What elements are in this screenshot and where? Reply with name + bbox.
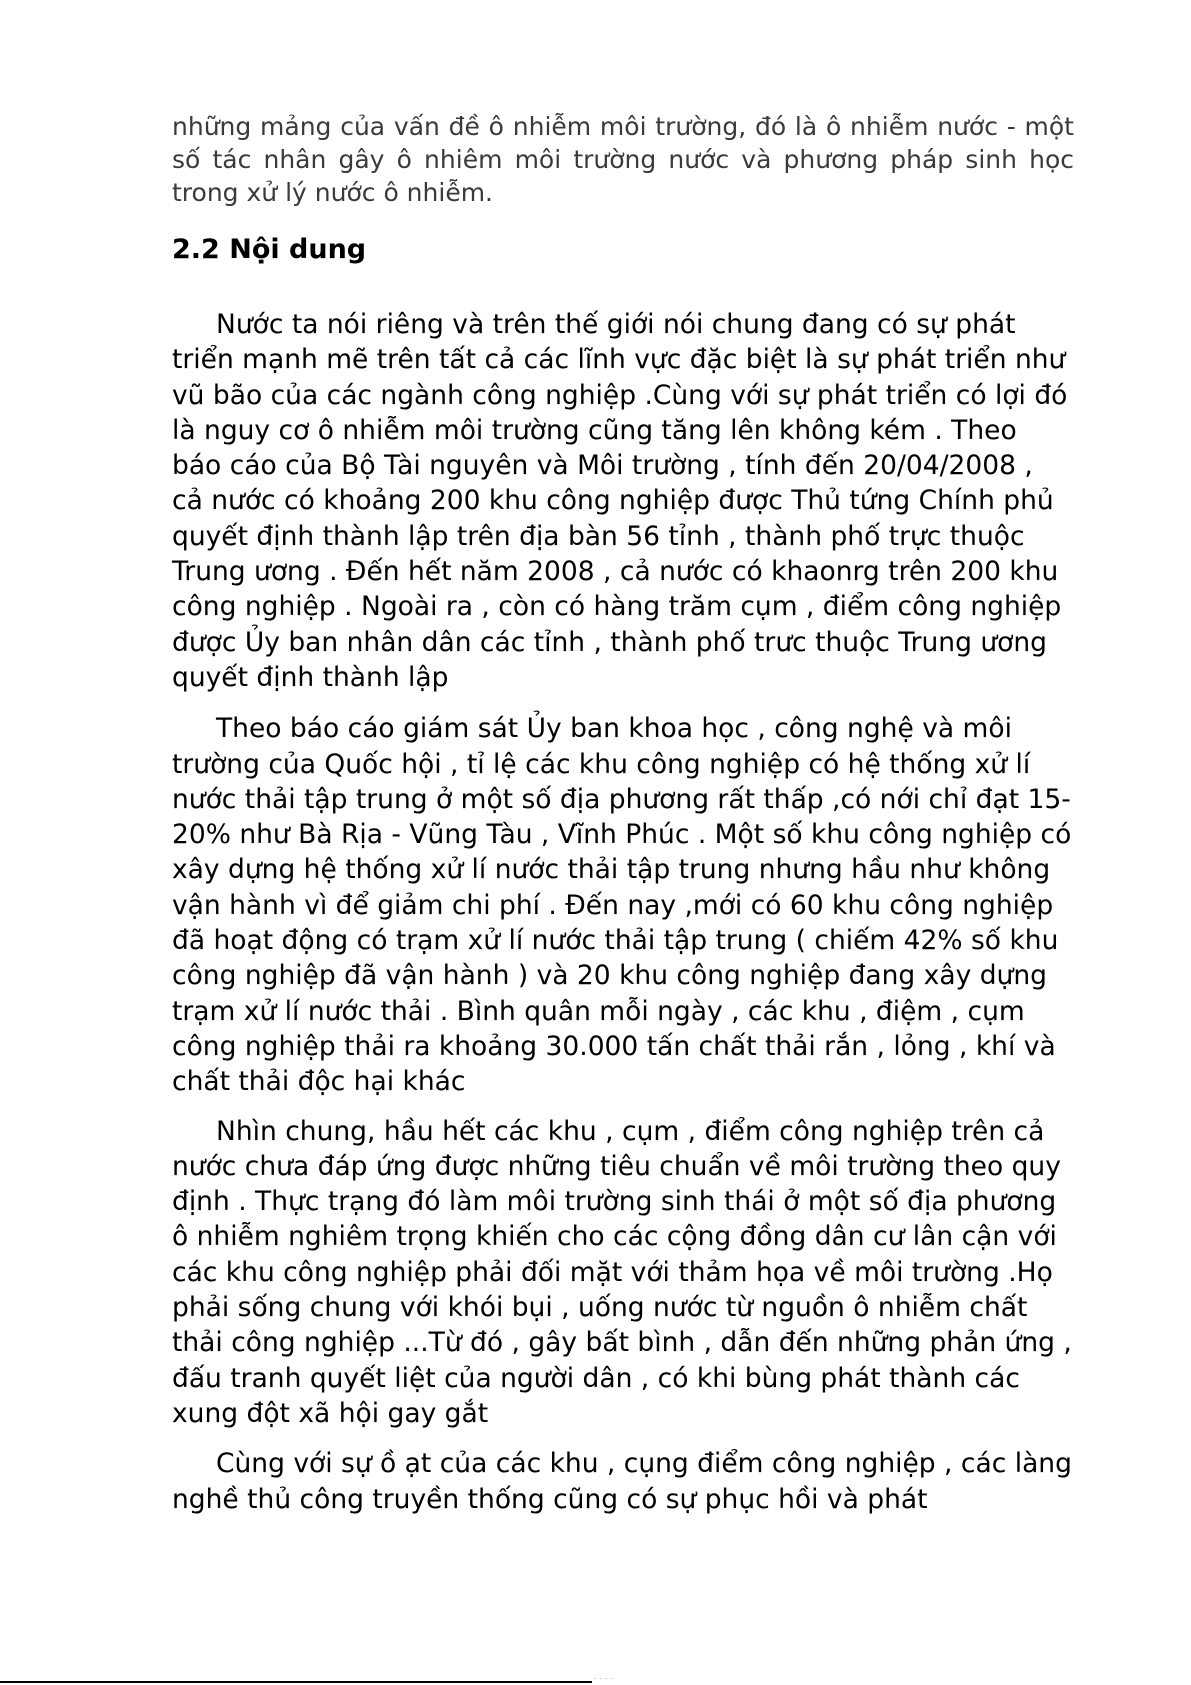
body-paragraph-1: Nước ta nói riêng và trên thế giới nói chung đang có sự phát triển mạnh mẽ trên tất cả các lĩnh vực đặc biệt là sự phát triển như vũ bão của các ngành công nghiệp .Cùng với sự phát triển có lợi đó là nguy cơ ô nhiễm môi trường cũng tăng lên không kém . Theo báo cáo của Bộ Tài nguyên và Môi trường , tính đến 20/04/2008 , cả nước có khoảng 200 khu công nghiệp được Thủ tứng Chính phủ quyết định thành lập trên địa bàn 56 tỉnh , thành phố trực thuộc Trung ương . Đến hết năm 2008 , cả nước có khaonrg trên 200 khu công nghiệp . Ngoài ra , còn có hàng trăm cụm , điểm công nghiệp được Ủy ban nhân dân các tỉnh , thành phố trưc thuộc Trung ương quyết định thành lập [172,309,1068,693]
body-paragraph-3: Nhìn chung, hầu hết các khu , cụm , điểm công nghiệp trên cả nước chưa đáp ứng được những tiêu chuẩn về môi trường theo quy định . Thực trạng đó làm môi trường sinh thái ở một số địa phương ô nhiễm nghiêm trọng khiến cho các cộng đồng dân cư lân cận với các khu công nghiệp phải đối mặt với thảm họa về môi trường .Họ phải sống chung với khói bụi , uống nước từ nguồn ô nhiễm chất thải công nghiệp ...Từ đó , gây bất bình , dẫn đến những phản ứng , đấu tranh quyết liệt của người dân , có khi bùng phát thành các xung đột xã hội gay gắt [172,1115,1072,1429]
body-paragraph-2: Theo báo cáo giám sát Ủy ban khoa học , công nghệ và môi trường của Quốc hội , tỉ lệ các khu công nghiệp có hệ thống xử lí nước thải tập trung ở một số địa phương rất thấp ,có nới chỉ đạt 15-20% như Bà Rịa - Vũng Tàu , Vĩnh Phúc . Một số khu công nghiệp có xây dựng hệ thống xử lí nước thải tập trung nhưng hầu như không vận hành vì để giảm chi phí . Đến nay ,mới có 60 khu công nghiệp đã hoạt động có trạm xử lí nước thải tập trung ( chiếm 42% số khu công nghiệp đã vận hành ) và 20 khu công nghiệp đang xây dựng trạm xử lí nước thải . Bình quân mỗi ngày , các khu , điệm , cụm công nghiệp thải ra khoảng 30.000 tấn chất thải rắn , lỏng , khí và chất thải độc hại khác [172,713,1072,1098]
intro-paragraph: những mảng của vấn đề ô nhiễm môi trường, đó là ô nhiễm nước - một số tác nhân gây ô nhiêm môi trường nước và phương pháp sinh học trong xử lý nước ô nhiễm. [172,112,1074,207]
footer-mark-decoration: · · · · [594,1676,615,1683]
section-heading: 2.2 Nội dung [172,234,367,265]
footer-rule [0,1681,592,1683]
body-paragraph-4: Cùng với sự ồ ạt của các khu , cụng điểm công nghiệp , các làng nghề thủ công truyền thống cũng có sự phục hồi và phát [172,1448,1072,1515]
document-page [172,110,1072,1517]
